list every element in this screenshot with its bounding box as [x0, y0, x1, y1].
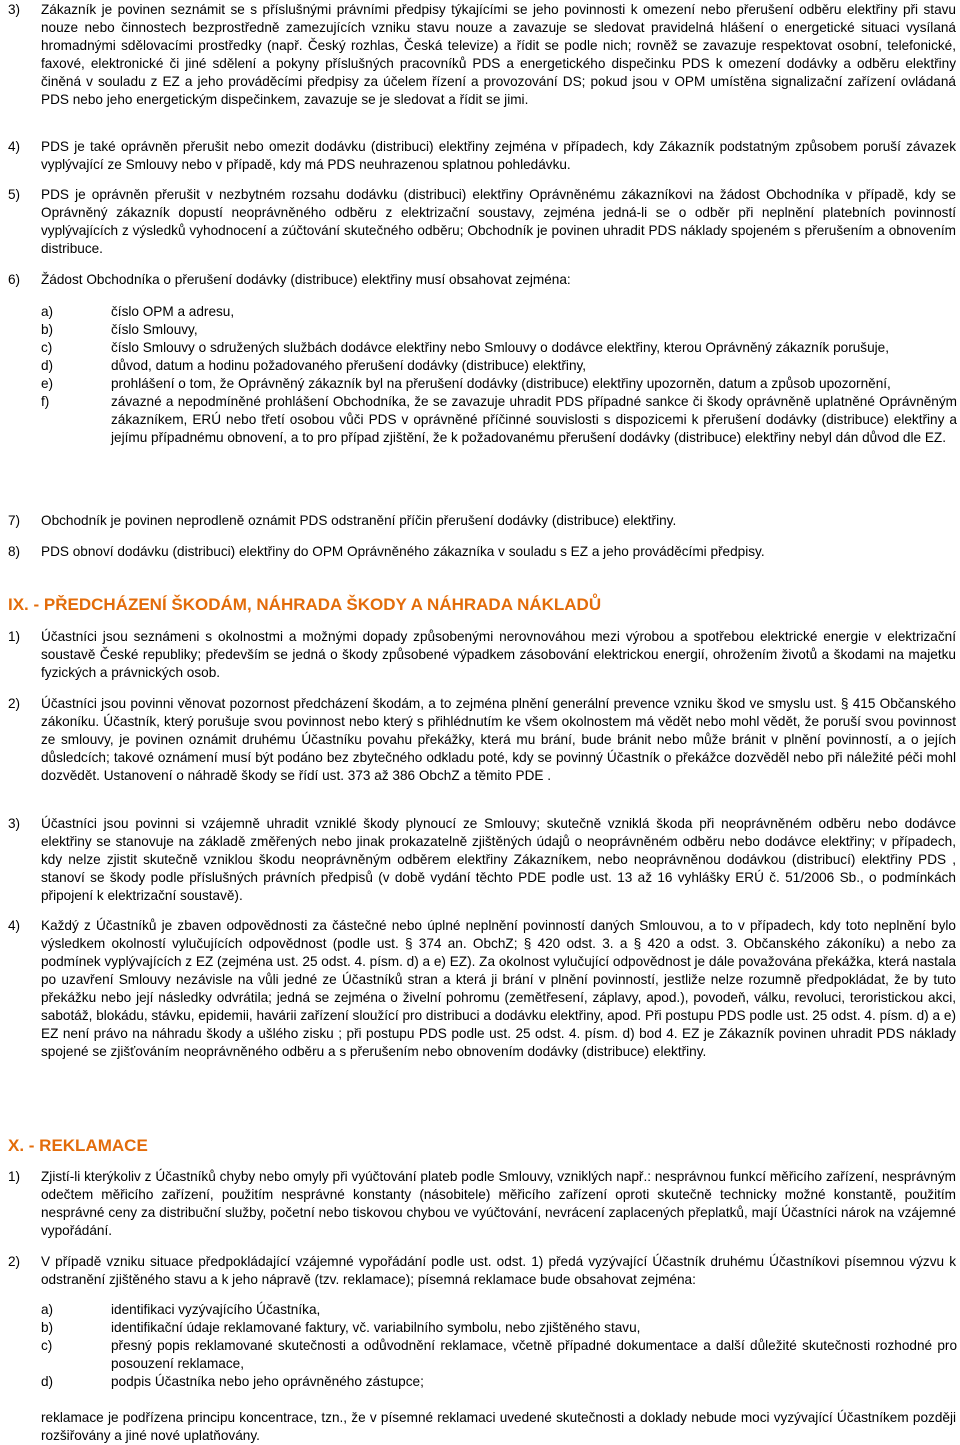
paragraph-text: Žádost Obchodníka o přerušení dodávky (distribuce) elektřiny musí obsahovat zejména: — [41, 272, 571, 287]
list-item: c) přesný popis reklamované skutečnosti a odůvodnění reklamace, včetně případné dokumentace a další důležité skutečnosti rozhodné pro posouzení reklamace, — [41, 1338, 957, 1371]
paragraph-9-2 — [8, 695, 956, 785]
paragraph-text: Účastníci jsou seznámeni s okolnostmi a možnými dopady způsobenými nerovnováhou mezi výrobou a spotřebou elektrické energie v elektrizační soustavě České republiky; především se jedná o škody způsobené výpadkem zásobování elektrickou energií, ohrožením životů a škodami na majetku fyzických a právnických osob. — [41, 629, 956, 680]
paragraph-number: 1) — [8, 1169, 21, 1184]
paragraph-number: 4) — [8, 139, 21, 154]
paragraph-text: reklamace je podřízena principu koncentrace, tzn., že v písemné reklamaci uvedené skutečnosti a doklady nebude moci vyzývající Účastníkem později rozšiřovány a jiné nové uplatňovány. — [41, 1410, 956, 1443]
paragraph-number: 7) — [8, 513, 21, 528]
paragraph-number: 3) — [8, 816, 21, 831]
paragraph-8-7 — [8, 512, 956, 530]
paragraph-10-tail — [8, 1409, 956, 1445]
paragraph-number: 2) — [8, 696, 21, 711]
paragraph-number: 6) — [8, 272, 21, 287]
paragraph-text: PDS je také oprávněn přerušit nebo omezit dodávku (distribuci) elektřiny zejména v případech, kdy Zákazník podstatným způsobem poruší závazek vyplývající ze Smlouvy nebo v případě, kdy má PDS neuhrazenou splatnou pohledávku. — [41, 139, 956, 172]
paragraph-number: 5) — [8, 187, 21, 202]
paragraph-8-4 — [8, 138, 956, 174]
list-item: b) identifikační údaje reklamované faktury, vč. variabilního symbolu, nebo zjištěného stavu, — [41, 1320, 641, 1335]
paragraph-10-1 — [8, 1168, 956, 1240]
paragraph-text: Zjistí-li kterýkoliv z Účastníků chyby nebo omyly při vyúčtování plateb podle Smlouvy, vzniklých např.: nesprávnou funkcí měřicího zařízení, nesprávným odečtem měřicího zařízení, použitím nesprávné konstanty (násobitele) měřicího zařízení oproti skutečně technicky možné konstantě, použitím nesprávné ceny za distribuční služby, početní nebo tiskovou chybou ve vyúčtování, nevrácení zaplacených přeplatků, mají Účastníci nárok na vzájemné vypořádání. — [41, 1169, 956, 1238]
list-item: b) číslo Smlouvy, — [41, 322, 198, 337]
paragraph-8-6 — [8, 271, 956, 289]
list-item: e) prohlášení o tom, že Oprávněný zákazník byl na přerušení dodávky (distribuce) elektřiny upozorněn, datum a způsob upozornění, — [41, 376, 891, 391]
list-item: d) podpis Účastníka nebo jeho oprávněného zástupce; — [41, 1374, 424, 1389]
request-requirements-list — [41, 303, 957, 447]
list-item: d) důvod, datum a hodinu požadovaného přerušení dodávky (distribuce) elektřiny, — [41, 358, 587, 373]
section-heading-x: X. - REKLAMACE — [8, 1136, 148, 1155]
paragraph-8-8 — [8, 543, 956, 561]
paragraph-9-3 — [8, 815, 956, 905]
list-item: c) číslo Smlouvy o sdružených službách dodávce elektřiny nebo Smlouvy o dodávce elektřiny, kterou Oprávněný zákazník porušuje, — [41, 340, 890, 355]
paragraph-text: V případě vzniku situace předpokládající vzájemné vypořádání podle ust. odst. 1) předá vyzývající Účastník druhému Účastníkovi písemnou výzvu k odstranění zjištěného stavu a k jeho nápravě (tzv. reklamace); písemná reklamace bude obsahovat zejména: — [41, 1254, 956, 1287]
paragraph-text: Obchodník je povinen neprodleně oznámit PDS odstranění příčin přerušení dodávky (distribuce) elektřiny. — [41, 513, 677, 528]
paragraph-10-2 — [8, 1253, 956, 1289]
list-item: a) číslo OPM a adresu, — [41, 304, 235, 319]
paragraph-number: 1) — [8, 629, 21, 644]
paragraph-8-5 — [8, 186, 956, 258]
paragraph-9-4 — [8, 917, 956, 1061]
paragraph-8-3 — [8, 1, 956, 109]
paragraph-text: Účastníci jsou povinni si vzájemně uhradit vzniklé škody plynoucí ze Smlouvy; skutečně vzniklá škoda při neoprávněném odběru nebo dodávce elektřiny se stanovuje na základě změřených nebo jinak prokazatelně zjištěných údajů o neoprávněném odběru nebo dodávce elektřiny; v případech, kdy nelze zjistit skutečně vzniklou škodu neoprávněným odběrem elektřiny Zákazníkem, nebo neoprávněnou dodávkou (distribucí) elektřiny PDS , stanoví se škody podle příslušných právních předpisů (v době vydání těchto PDE podle ust. 13 až 16 vyhlášky ERÚ č. 51/2006 Sb., o podmínkách připojení k elektrizační soustavě). — [41, 816, 956, 903]
paragraph-text: Každý z Účastníků je zbaven odpovědnosti za částečné nebo úplné neplnění povinností daných Smlouvou, a to v případech, kdy toto neplnění bylo výsledkem okolností vylučujících odpovědnost (podle ust. § 374 an. ObchZ; § 420 odst. 3. a § 420 a odst. 3. Občanského zákoníku) a nebo za podmínek vyplývajících z EZ (zejména ust. 25 odst. 4. písm. d) a e) EZ). Za okolnost vylučující odpovědnost je dále považována překážka, která nastala po uzavření Smlouvy nezávisle na vůli jedné ze Účastníků stran a která ji brání v plnění povinností, jestliže nelze rozumně předpokládat, že by tuto překážku nebo její následky odvrátila; jedná se zejména o živelní pohromu (zemětřesení, záplavy, apod.), povodeň, válku, revoluci, teroristickou akci, sabotáž, blokádu, stávku, epidemii, havárii zařízení sloužící pro distribuci a dodávku elektřiny, apod. Při postupu PDS podle ust. 25 odst. 4. písm. d) a e) EZ není právo na náhradu škody a ušlého zisku ; při postupu PDS podle ust. 25 odst. 4. písm. d) bod 4. EZ je Zákazník povinen uhradit PDS náklady spojené se zjišťováním neoprávněného odběru a s přerušením nebo obnovením dodávky (distribuce) elektřiny. — [41, 918, 957, 1059]
paragraph-text: PDS je oprávněn přerušit v nezbytném rozsahu dodávku (distribuci) elektřiny Oprávněnému zákazníkovi na žádost Obchodníka v případě, kdy se Oprávněný zákazník dopustí neoprávněného odběru z elektrizační soustavy, zejména jedná-li se o odběr při neplnění platebních povinností vyplývajících z výsledků vyhodnocení a zúčtování skutečného odběru; Obchodník je povinen uhradit PDS náklady spojeném s přerušením a obnovením distribuce. — [41, 187, 956, 256]
paragraph-text: Účastníci jsou povinni věnovat pozornost předcházení škodám, a to zejména plnění generální prevence vzniku škod ve smyslu ust. § 415 Občanského zákoníku. Účastník, který porušuje svou povinnost nebo který s přihlédnutím ke všem okolnostem má vědět nebo mohl vědět, že poruší svou povinnost ze smlouvy, je povinen oznámit druhému Účastníku povahu překážky, která mu brání, bude bránit nebo může bránit v plnění povinností, a o jejích důsledcích; takové oznámení musí být podáno bez zbytečného odkladu poté, kdy se povinný Účastník o překážce dozvěděl nebo při náležité péči mohl dozvědět. Ustanovení o náhradě škody se řídí ust. 373 až 386 ObchZ a těmito PDE . — [41, 696, 956, 783]
paragraph-number: 3) — [8, 2, 21, 17]
complaint-requirements-list — [41, 1301, 957, 1391]
section-heading-ix: IX. - PŘEDCHÁZENÍ ŠKODÁM, NÁHRADA ŠKODY A NÁHRADA NÁKLADŮ — [8, 595, 602, 614]
paragraph-9-1 — [8, 628, 956, 682]
list-item: f) závazné a nepodmíněné prohlášení Obchodníka, že se zavazuje uhradit PDS případné sankce či škody oprávněně uplatněné Oprávněným zákazníkem, ERÚ nebo třetí osobou vůči PDS v oprávněné příčinné souvislosti s dispozicemi k přerušení dodávky (distribuce) elektřiny a jejímu případnému obnovení, a to pro případ zjištění, že k požadovanému přerušení dodávky (distribuce) elektřiny nebyl dán důvod dle EZ. — [41, 394, 957, 445]
paragraph-number: 4) — [8, 918, 21, 933]
list-item: a) identifikaci vyzývajícího Účastníka, — [41, 1302, 321, 1317]
paragraph-text: PDS obnoví dodávku (distribuci) elektřiny do OPM Oprávněného zákazníka v souladu s EZ a jeho prováděcími předpisy. — [41, 544, 765, 559]
paragraph-number: 2) — [8, 1254, 21, 1269]
paragraph-number: 8) — [8, 544, 21, 559]
paragraph-text: Zákazník je povinen seznámit se s příslušnými právními předpisy týkajícími se jeho povinnosti k omezení nebo přerušení odběru elektřiny při stavu nouze nebo činnostech bezprostředně zamezujících vzniku stavu nouze a zavazuje se sledovat pravidelná hlášení o energetické situaci vysílaná hromadnými sdělovacími prostředky (např. Český rozhlas, Česká televize) a řídit se podle nich; rovněž se zavazuje respektovat osobní, telefonické, faxové, elektronické či jiné sdělení a pokyny příslušných pracovníků PDS a energetického dispečinku PDS k omezení dodávky a odběru elektřiny činěná v souladu z EZ a jeho prováděcími předpisy za účelem řízení a provozování DS; pokud jsou v OPM umístěna signalizační zařízení ovládaná PDS nebo jeho energetickým dispečinkem, zavazuje se je sledovat a řídit se jimi. — [41, 2, 956, 107]
